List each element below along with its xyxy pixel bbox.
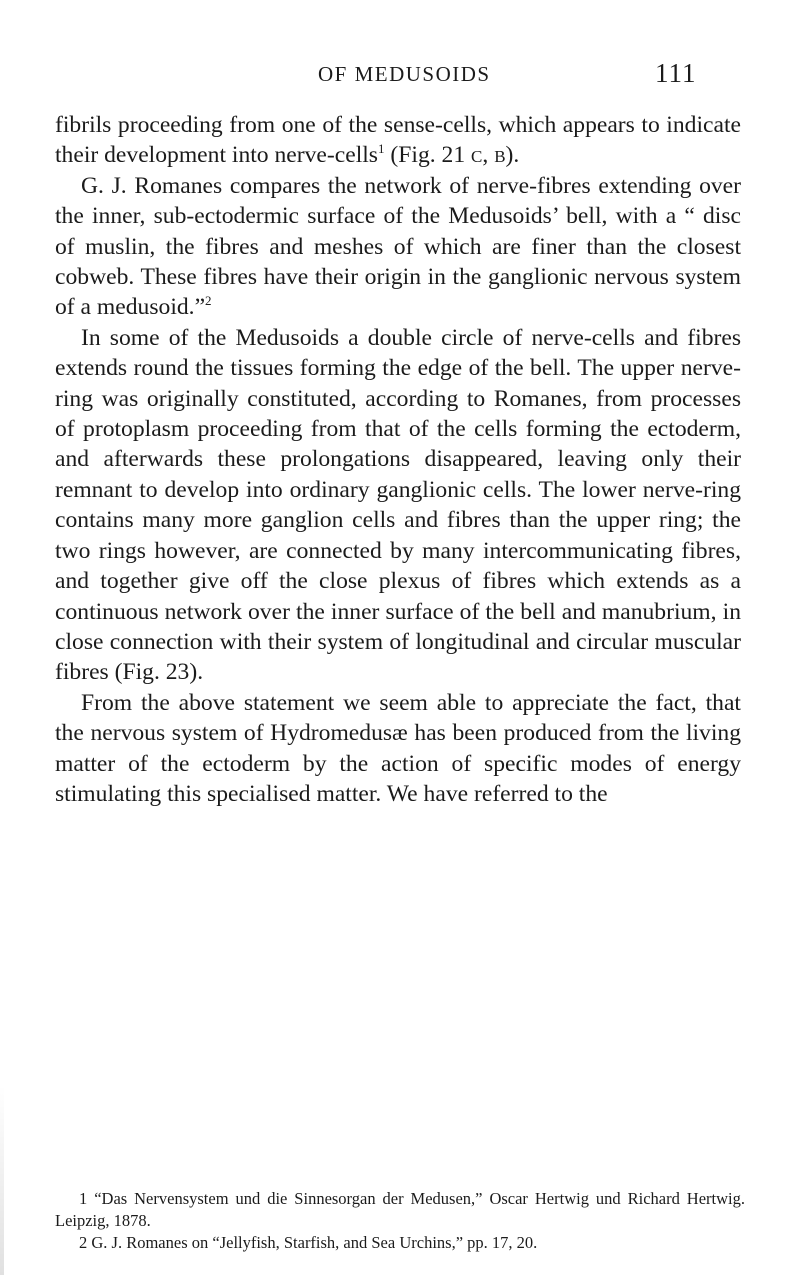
paragraph-1-figref: (Fig. 21 [390, 142, 466, 169]
paragraph-1 [55, 110, 741, 171]
page-number: 111 [655, 58, 697, 88]
paragraph-4: From the above statement we seem able to appreciate the fact, that the nervous system of Hydromedusæ has been produced from the living matter of the ectoderm by the action of specific modes of energy stimulating this specialised matter. We have referred to the [55, 689, 741, 807]
paragraph-1-text: fibrils proceeding from one of the sense-cells, which appears to indicate their development into nerve-cells [55, 112, 741, 169]
running-head [0, 58, 800, 102]
footnotes [55, 1188, 745, 1254]
body-text [55, 110, 741, 809]
page-edge-shadow [0, 1085, 4, 1275]
figure-part-b: b [494, 142, 506, 169]
footnote-ref-2: 2 [205, 293, 212, 309]
running-title: OF MEDUSOIDS [318, 62, 491, 86]
paragraph-1-end: ). [505, 142, 520, 169]
figure-separator: , [482, 142, 489, 169]
paragraph-3: In some of the Medusoids a double circle of nerve-cells and fibres extends round the tissues forming the edge of the bell. The upper nerve-ring was originally constituted, according to Romanes, from processes of protoplasm proceeding from that of the cells forming the ectoderm, and afterwards these prolongations disappeared, leaving only their remnant to develop into ordinary ganglionic cells. The lower nerve-ring contains many more ganglion cells and fibres than the upper ring; the two rings however, are connected by many intercommunicating fibres, and together give off the close plexus of fibres which extends as a continuous network over the inner surface of the bell and manubrium, in close connection with their system of longitudinal and circular muscular fibres (Fig. 23). [55, 324, 741, 686]
paragraph-2 [55, 171, 741, 323]
footnote-2: 2 G. J. Romanes on “Jellyfish, Starfish, and Sea Urchins,” pp. 17, 20. [79, 1233, 538, 1252]
footnote-1: 1 “Das Nervensystem und die Sinnesorgan der Medusen,” Oscar Hertwig und Richard Hertwig. Leipzig, 1878. [55, 1189, 745, 1230]
footnote-ref-1: 1 [378, 141, 385, 157]
figure-part-c: c [471, 142, 483, 169]
paragraph-2-text: G. J. Romanes compares the network of nerve-fibres extending over the inner, sub-ectodermic surface of the Medusoids’ bell, with a “ disc of muslin, the fibres and meshes of which are finer than the closest cobweb. These fibres have their origin in the ganglionic nervous system of a medusoid.” [55, 172, 741, 321]
